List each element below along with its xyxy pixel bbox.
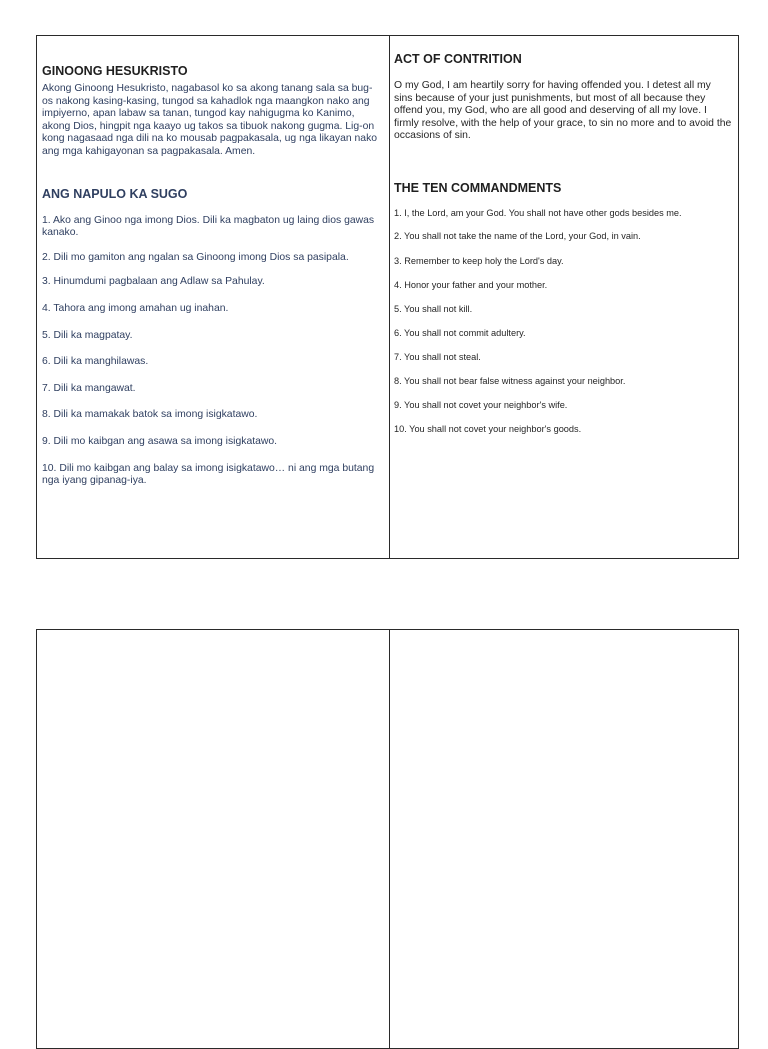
commandment-item: 6. Dili ka manghilawas. bbox=[42, 356, 149, 368]
commandment-item: 8. You shall not bear false witness against your neighbor. bbox=[394, 376, 626, 387]
commandment-item: 8. Dili ka mamakak batok sa imong isigkatawo. bbox=[42, 409, 258, 421]
english-column bbox=[390, 36, 738, 558]
commandment-item: 6. You shall not commit adultery. bbox=[394, 327, 526, 338]
commandment-item: 3. Remember to keep holy the Lord's day. bbox=[394, 255, 564, 266]
commandment-item: 3. Hinumdumi pagbalaan ang Adlaw sa Pahulay. bbox=[42, 276, 265, 288]
commandment-item: 5. You shall not kill. bbox=[394, 303, 473, 314]
commandment-item: 2. Dili mo gamiton ang ngalan sa Ginoong imong Dios sa pasipala. bbox=[42, 251, 349, 263]
commandment-item: 5. Dili ka magpatay. bbox=[42, 329, 133, 341]
prayer-title-english: ACT OF CONTRITION bbox=[394, 52, 522, 66]
prayer-text-cebuano: Akong Ginoong Hesukristo, nagabasol ko sa akong tanang sala sa bug-os nakong kasing-kasing, tungod sa kahadlok nga maangkon nako ang impiyerno, apan labaw sa tanan, tungod kay nahigugma ko Kanimo, akong Dios, hingpit nga kaayo ug takos sa tibuok nakong gugma. Lig-on kong nagasaad nga dili na ko mousab pagpakasala, ug nga likayan nako ang mga kahigayonan sa pagpakasala. Amen. bbox=[42, 83, 378, 157]
bottom-left-panel bbox=[37, 630, 390, 1048]
commandment-item: 1. I, the Lord, am your God. You shall not have other gods besides me. bbox=[394, 207, 682, 218]
commandment-item: 7. You shall not steal. bbox=[394, 351, 481, 362]
commandment-item: 7. Dili ka mangawat. bbox=[42, 382, 136, 394]
commandments-title-cebuano: ANG NAPULO KA SUGO bbox=[42, 186, 188, 201]
commandments-title-english: THE TEN COMMANDMENTS bbox=[394, 180, 562, 195]
commandment-item: 10. Dili mo kaibgan ang balay sa imong isigkatawo… ni ang mga butang nga iyang gipanag-iya. bbox=[42, 462, 375, 487]
commandment-item: 4. Tahora ang imong amahan ug inahan. bbox=[42, 302, 229, 314]
commandments-list-cebuano bbox=[42, 215, 383, 488]
prayer-text-english: O my God, I am heartily sorry for having offended you. I detest all my sins because of your just punishments, but most of all because they offend you, my God, who are all good and deserving of all my love. I firmly resolve, with the help of your grace, to sin no more and to avoid the occasions of sin. bbox=[394, 80, 732, 142]
commandments-list-english bbox=[394, 208, 732, 436]
top-card-frame bbox=[36, 35, 739, 559]
commandment-item: 4. Honor your father and your mother. bbox=[394, 279, 548, 290]
commandment-item: 9. You shall not covet your neighbor's wife. bbox=[394, 400, 568, 411]
cebuano-column bbox=[37, 36, 390, 558]
commandment-item: 9. Dili mo kaibgan ang asawa sa imong isigkatawo. bbox=[42, 435, 278, 447]
commandment-item: 2. You shall not take the name of the Lord, your God, in vain. bbox=[394, 231, 641, 242]
commandment-item: 1. Ako ang Ginoo nga imong Dios. Dili ka magbaton ug laing dios gawas kanako. bbox=[42, 214, 375, 239]
prayer-title-cebuano: GINOONG HESUKRISTO bbox=[42, 64, 188, 78]
commandment-item: 10. You shall not covet your neighbor's goods. bbox=[394, 424, 582, 435]
bottom-right-panel bbox=[390, 630, 738, 1048]
bottom-card-frame bbox=[36, 629, 739, 1049]
